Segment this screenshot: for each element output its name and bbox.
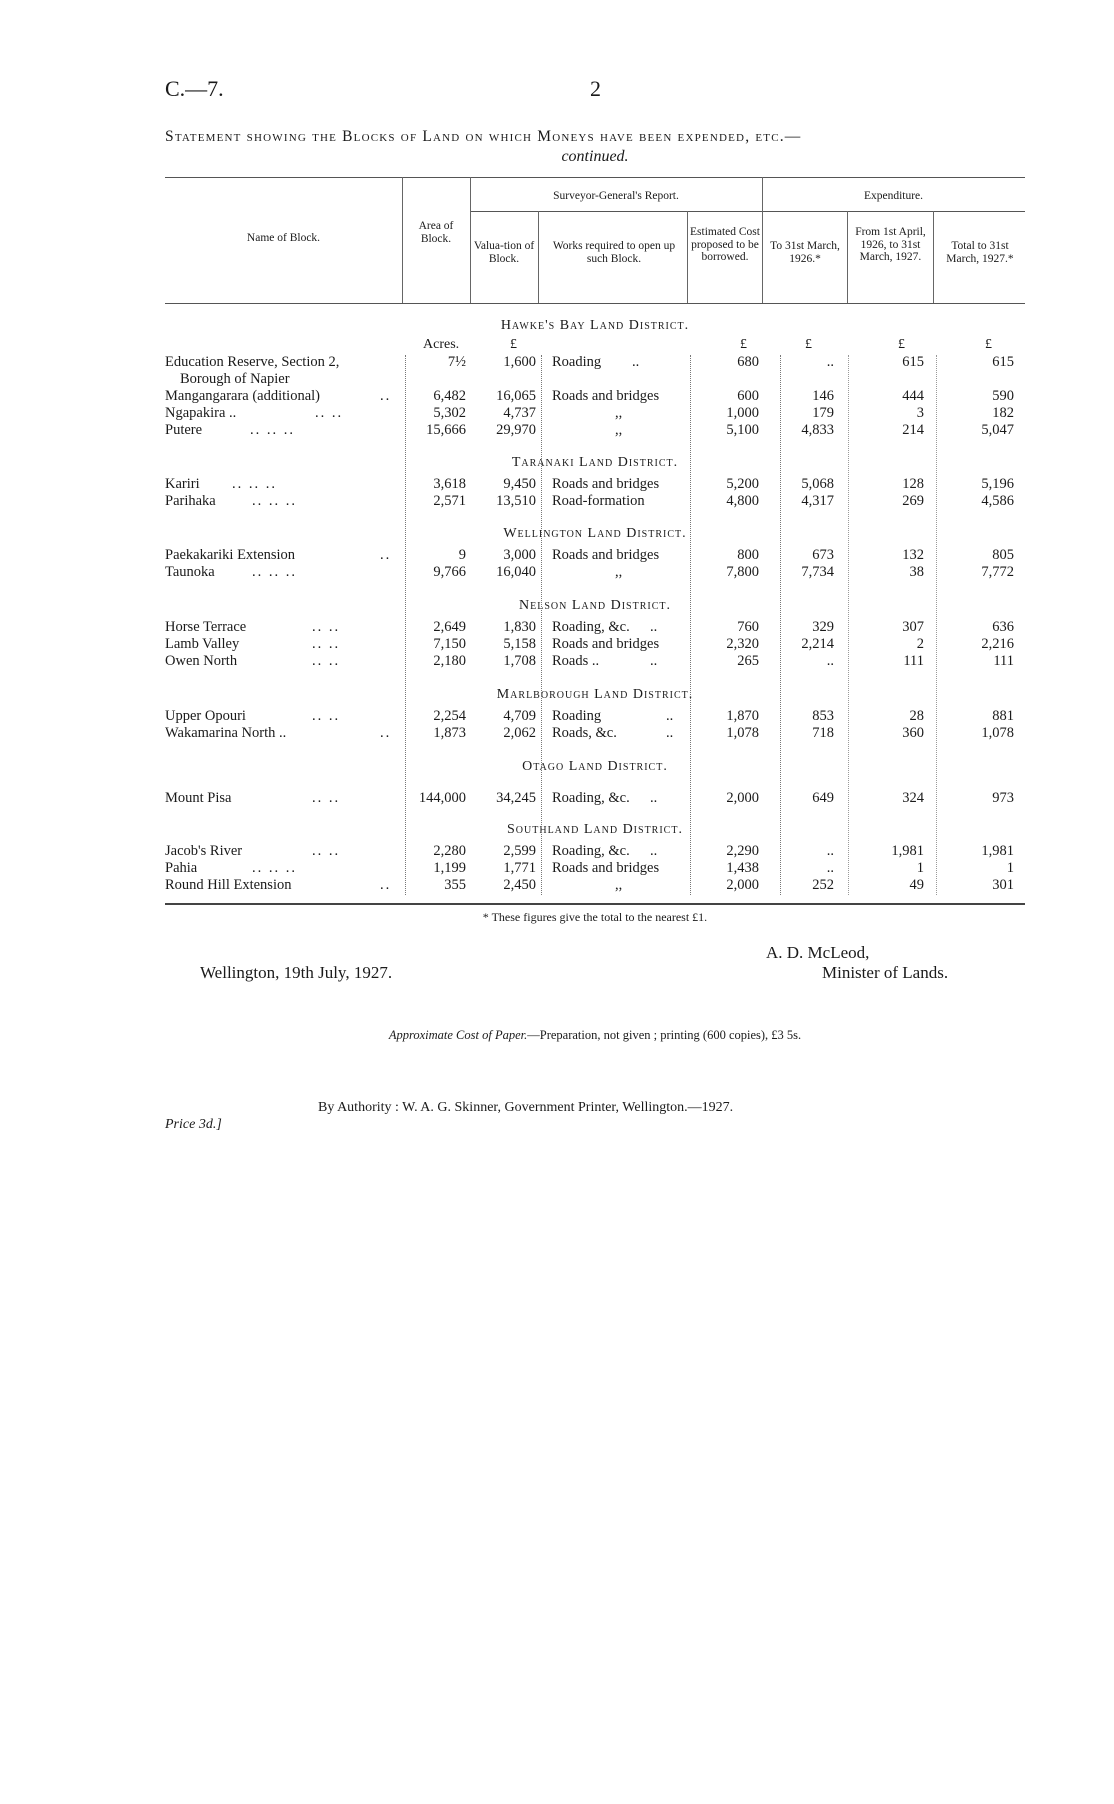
leader-dots: .. .. <box>312 653 341 669</box>
block-works: Roading, &c. <box>552 790 630 806</box>
block-expended-1926-27: 132 <box>902 547 924 563</box>
works-dots: .. <box>632 354 640 370</box>
block-works: ,, <box>615 405 623 421</box>
table-row <box>0 422 1114 440</box>
works-dots: .. <box>650 653 658 669</box>
block-expended-to-1926: 4,317 <box>801 493 834 509</box>
block-name: Owen North <box>165 653 238 669</box>
block-works: Roading, &c. <box>552 843 630 859</box>
statement-title: Statement showing the Blocks of Land on which Moneys have been expended, etc.— <box>165 128 802 145</box>
table-row <box>0 354 1114 372</box>
block-expended-1926-27: 269 <box>902 493 924 509</box>
block-total: 805 <box>992 547 1014 563</box>
survey-report-header: Surveyor-General's Report. <box>553 190 679 202</box>
block-works: Roading <box>552 708 602 724</box>
block-estimated: 2,000 <box>726 790 759 806</box>
block-area: 5,302 <box>433 405 466 421</box>
block-area: 2,649 <box>433 619 466 635</box>
block-works: Road-formation <box>552 493 645 509</box>
block-works: Roads and bridges <box>552 636 660 652</box>
block-expended-1926-27: 128 <box>902 476 924 492</box>
block-name: Mount Pisa <box>165 790 232 806</box>
block-works: Roading, &c. <box>552 619 630 635</box>
block-area: 3,618 <box>433 476 466 492</box>
works-dots: .. <box>666 708 674 724</box>
block-expended-to-1926: 4,833 <box>801 422 834 438</box>
block-valuation: 29,970 <box>496 422 536 438</box>
table-row <box>0 790 1114 808</box>
printer-authority: By Authority : W. A. G. Skinner, Government Printer, Wellington.—1927. <box>318 1100 734 1115</box>
signatory-title: Minister of Lands. <box>822 963 949 982</box>
table-row <box>0 476 1114 494</box>
block-works: ,, <box>615 877 623 893</box>
leader-dots: .. <box>380 877 392 893</box>
block-area: 9 <box>458 547 466 563</box>
table-row <box>0 843 1114 861</box>
block-works: Roading <box>552 354 602 370</box>
block-total: 2,216 <box>981 636 1014 652</box>
block-expended-to-1926: 329 <box>812 619 834 635</box>
district-heading: Hawke's Bay Land District. <box>500 318 690 333</box>
block-total: 5,047 <box>981 422 1014 438</box>
block-area: 355 <box>444 877 466 893</box>
block-total: 182 <box>992 405 1014 421</box>
block-valuation: 16,040 <box>496 564 536 580</box>
block-works: Roads and bridges <box>552 547 660 563</box>
block-valuation: 1,771 <box>503 860 536 876</box>
block-name: Round Hill Extension <box>165 877 292 893</box>
leader-dots: .. .. <box>312 843 341 859</box>
leader-dots: .. <box>380 388 392 404</box>
block-works: ,, <box>615 422 623 438</box>
block-estimated: 4,800 <box>726 493 759 509</box>
block-expended-to-1926: 5,068 <box>801 476 834 492</box>
block-expended-to-1926: .. <box>826 860 834 876</box>
col-area-header: Area of Block. <box>418 220 454 245</box>
block-name: Ngapakira .. <box>165 405 237 421</box>
leader-dots: .. .. .. <box>252 860 297 876</box>
block-estimated: 760 <box>737 619 759 635</box>
district-heading: Taranaki Land District. <box>511 455 679 470</box>
footnote: * These figures give the total to the nearest £1. <box>482 910 708 924</box>
block-expended-1926-27: 360 <box>902 725 924 741</box>
col-name-header: Name of Block. <box>246 232 321 244</box>
page-number: 2 <box>590 76 601 101</box>
block-valuation: 16,065 <box>496 388 536 404</box>
block-expended-1926-27: 3 <box>916 405 924 421</box>
price: Price 3d.] <box>165 1117 222 1132</box>
units-pound: £ <box>985 337 992 352</box>
table-row <box>0 619 1114 637</box>
block-expended-1926-27: 307 <box>902 619 924 635</box>
block-area: 2,254 <box>433 708 466 724</box>
block-estimated: 7,800 <box>726 564 759 580</box>
block-total: 636 <box>992 619 1014 635</box>
works-dots: .. <box>650 619 658 635</box>
block-valuation: 1,708 <box>503 653 536 669</box>
document-code: C.—7. <box>165 76 224 101</box>
leader-dots: .. .. <box>312 708 341 724</box>
works-dots: .. <box>666 725 674 741</box>
statement-title-continued: continued. <box>561 148 629 165</box>
block-estimated: 600 <box>737 388 759 404</box>
block-name: Education Reserve, Section 2, <box>165 354 340 370</box>
block-estimated: 2,320 <box>726 636 759 652</box>
leader-dots: .. <box>380 547 392 563</box>
block-expended-to-1926: 649 <box>812 790 834 806</box>
units-pound: £ <box>510 337 517 352</box>
block-area: 2,180 <box>433 653 466 669</box>
district-heading: Southland Land District. <box>507 822 683 837</box>
block-expended-to-1926: 718 <box>812 725 834 741</box>
block-total: 1,078 <box>981 725 1014 741</box>
block-works: Roads and bridges <box>552 388 660 404</box>
table-row <box>0 860 1114 878</box>
place-and-date: Wellington, 19th July, 1927. <box>200 963 393 982</box>
block-name: Horse Terrace <box>165 619 247 635</box>
leader-dots: .. .. .. <box>250 422 295 438</box>
block-valuation: 5,158 <box>503 636 536 652</box>
block-works: Roads .. <box>552 653 600 669</box>
block-expended-to-1926: 146 <box>812 388 834 404</box>
works-dots: .. <box>650 843 658 859</box>
block-valuation: 2,450 <box>503 877 536 893</box>
block-expended-1926-27: 28 <box>909 708 924 724</box>
units-pound: £ <box>740 337 747 352</box>
table-row <box>0 636 1114 654</box>
col-total-header: Total to 31st March, 1927.* <box>946 240 1014 265</box>
leader-dots: .. .. <box>312 636 341 652</box>
block-expended-to-1926: 673 <box>812 547 834 563</box>
block-estimated: 800 <box>737 547 759 563</box>
units-acres: Acres. <box>423 337 460 352</box>
table-row <box>0 708 1114 726</box>
block-estimated: 2,290 <box>726 843 759 859</box>
block-area: 7½ <box>447 354 466 370</box>
block-works: Roads and bridges <box>552 860 660 876</box>
block-total: 590 <box>992 388 1014 404</box>
block-name: Lamb Valley <box>165 636 240 652</box>
table-row <box>0 388 1114 406</box>
col-valuation-header: Valua-tion of Block. <box>473 240 535 265</box>
block-total: 301 <box>992 877 1014 893</box>
district-heading: Otago Land District. <box>522 759 668 774</box>
col-1926-27-header: From 1st April, 1926, to 31st March, 1927. <box>855 226 926 263</box>
table-row <box>0 547 1114 565</box>
block-valuation: 34,245 <box>496 790 536 806</box>
leader-dots: .. <box>380 725 392 741</box>
block-valuation: 4,737 <box>503 405 536 421</box>
leader-dots: .. .. .. <box>252 564 297 580</box>
table-row <box>0 877 1114 895</box>
block-total: 7,772 <box>981 564 1014 580</box>
block-expended-1926-27: 49 <box>909 877 924 893</box>
block-area: 1,199 <box>433 860 466 876</box>
block-total: 615 <box>992 354 1014 370</box>
district-heading: Wellington Land District. <box>503 526 687 541</box>
block-name: Kariri <box>165 476 200 492</box>
block-estimated: 5,200 <box>726 476 759 492</box>
block-expended-1926-27: 38 <box>909 564 924 580</box>
block-valuation: 4,709 <box>503 708 536 724</box>
block-total: 881 <box>992 708 1014 724</box>
block-expended-1926-27: 615 <box>902 354 924 370</box>
block-name: Wakamarina North .. <box>165 725 287 741</box>
block-valuation: 1,600 <box>503 354 536 370</box>
block-estimated: 265 <box>737 653 759 669</box>
block-valuation: 3,000 <box>503 547 536 563</box>
block-area: 144,000 <box>418 790 466 806</box>
block-area: 2,280 <box>433 843 466 859</box>
block-area: 1,873 <box>433 725 466 741</box>
table-row <box>0 493 1114 511</box>
table-row <box>0 725 1114 743</box>
leader-dots: .. .. <box>312 619 341 635</box>
block-total: 4,586 <box>981 493 1014 509</box>
block-name: Putere <box>165 422 203 438</box>
block-valuation: 1,830 <box>503 619 536 635</box>
cost-label: Approximate Cost of Paper. <box>388 1028 528 1042</box>
approximate-cost <box>165 1028 1025 1043</box>
leader-dots: .. .. .. <box>232 476 277 492</box>
block-works: Roads and bridges <box>552 476 660 492</box>
block-expended-1926-27: 111 <box>903 653 924 669</box>
block-estimated: 2,000 <box>726 877 759 893</box>
block-expended-1926-27: 214 <box>902 422 924 438</box>
block-expended-to-1926: 252 <box>812 877 834 893</box>
block-estimated: 1,000 <box>726 405 759 421</box>
table-row-continuation <box>0 371 1114 389</box>
block-total: 1,981 <box>981 843 1014 859</box>
block-total: 5,196 <box>981 476 1014 492</box>
table-row <box>0 653 1114 671</box>
block-area: 9,766 <box>433 564 466 580</box>
block-expended-1926-27: 2 <box>916 636 924 652</box>
district-heading: Marlborough Land District. <box>496 687 694 702</box>
works-dots: .. <box>650 790 658 806</box>
block-works: ,, <box>615 564 623 580</box>
leader-dots: .. .. <box>315 405 344 421</box>
block-expended-1926-27: 1 <box>916 860 924 876</box>
block-area: 6,482 <box>433 388 466 404</box>
block-works: Roads, &c. <box>552 725 617 741</box>
table-row <box>0 564 1114 582</box>
block-expended-to-1926: 7,734 <box>801 564 834 580</box>
block-valuation: 13,510 <box>496 493 536 509</box>
block-expended-to-1926: 853 <box>812 708 834 724</box>
cost-text: —Preparation, not given ; printing (600 copies), £3 5s. <box>527 1028 802 1042</box>
block-total: 973 <box>992 790 1014 806</box>
block-valuation: 2,062 <box>503 725 536 741</box>
block-name: Taunoka <box>165 564 215 580</box>
block-area: 7,150 <box>433 636 466 652</box>
block-name: Parihaka <box>165 493 216 509</box>
block-total: 1 <box>1006 860 1014 876</box>
block-expended-to-1926: .. <box>826 354 834 370</box>
block-estimated: 1,438 <box>726 860 759 876</box>
col-to-1926-header: To 31st March, 1926.* <box>770 240 840 265</box>
block-name: Mangangarara (additional) <box>165 388 320 404</box>
units-pound: £ <box>898 337 905 352</box>
units-pound: £ <box>805 337 812 352</box>
block-name: Pahia <box>165 860 198 876</box>
block-area: 15,666 <box>426 422 466 438</box>
block-estimated: 1,870 <box>726 708 759 724</box>
leader-dots: .. .. .. <box>252 493 297 509</box>
leader-dots: .. .. <box>312 790 341 806</box>
block-name-continued: Borough of Napier <box>180 371 290 387</box>
block-expended-1926-27: 324 <box>902 790 924 806</box>
block-valuation: 9,450 <box>503 476 536 492</box>
block-estimated: 5,100 <box>726 422 759 438</box>
signatory-name: A. D. McLeod, <box>766 943 870 962</box>
col-works-header: Works required to open up such Block. <box>552 240 676 265</box>
col-estimated-header: Estimated Cost proposed to be borrowed. <box>690 226 760 263</box>
district-heading: Nelson Land District. <box>519 598 671 613</box>
block-estimated: 680 <box>737 354 759 370</box>
expenditure-header: Expenditure. <box>863 190 924 202</box>
block-name: Jacob's River <box>165 843 243 859</box>
block-expended-1926-27: 444 <box>902 388 924 404</box>
block-name: Paekakariki Extension <box>165 547 296 563</box>
block-area: 2,571 <box>433 493 466 509</box>
block-valuation: 2,599 <box>503 843 536 859</box>
block-expended-to-1926: .. <box>826 843 834 859</box>
block-expended-to-1926: 179 <box>812 405 834 421</box>
table-row <box>0 405 1114 423</box>
block-expended-to-1926: .. <box>826 653 834 669</box>
block-name: Upper Opouri <box>165 708 246 724</box>
block-estimated: 1,078 <box>726 725 759 741</box>
block-expended-1926-27: 1,981 <box>891 843 924 859</box>
block-total: 111 <box>993 653 1014 669</box>
block-expended-to-1926: 2,214 <box>801 636 834 652</box>
